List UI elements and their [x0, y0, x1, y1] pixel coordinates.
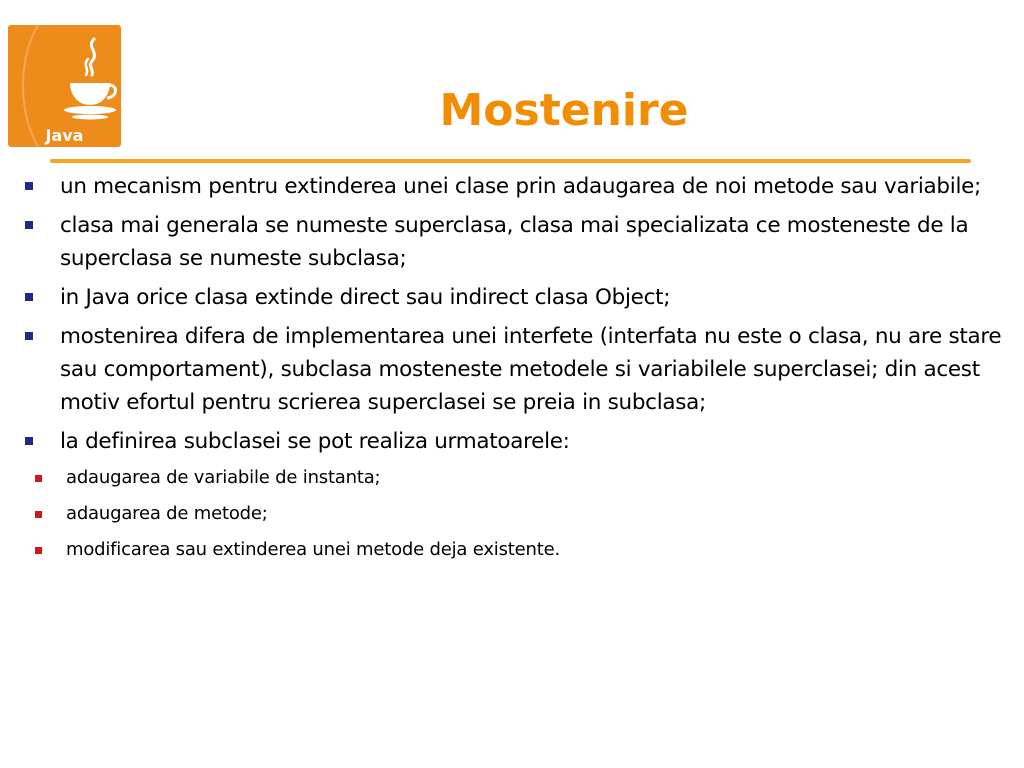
square-bullet-icon [35, 511, 42, 518]
square-bullet-icon [25, 221, 33, 229]
list-item [22, 425, 1020, 458]
list-item-text: in Java orice clasa extinde direct sau indirect clasa Object; [60, 285, 671, 310]
java-logo [8, 25, 121, 147]
list-item [22, 320, 1020, 419]
sub-list-item [0, 536, 1020, 563]
bullet-list [22, 170, 1020, 458]
square-bullet-icon [35, 547, 42, 554]
list-item [22, 281, 1020, 314]
square-bullet-icon [25, 332, 33, 340]
sub-list-item-text: modificarea sau extinderea unei metode deja existente. [66, 539, 560, 560]
list-item-text: un mecanism pentru extinderea unei clase prin adaugarea de noi metode sau variabile; [60, 174, 981, 199]
list-item-text: la definirea subclasei se pot realiza urmatoarele: [60, 429, 570, 454]
sub-list-item-text: adaugarea de variabile de instanta; [66, 467, 381, 488]
list-item [22, 209, 1020, 275]
sub-list-item-text: adaugarea de metode; [66, 503, 268, 524]
sub-bullet-list [0, 464, 1020, 563]
list-item-text: clasa mai generala se numeste superclasa, clasa mai specializata ce mosteneste de la superclasa se numeste subclasa; [60, 213, 969, 271]
square-bullet-icon [25, 293, 33, 301]
square-bullet-icon [25, 182, 33, 190]
logo-text: Java [45, 126, 84, 145]
title-divider [50, 159, 971, 163]
sub-list-item [0, 500, 1020, 527]
slide-content [22, 170, 1020, 572]
slide-title: Mostenire [439, 85, 689, 136]
list-item [22, 170, 1020, 203]
square-bullet-icon [35, 475, 42, 482]
list-item-text: mostenirea difera de implementarea unei interfete (interfata nu este o clasa, nu are stare sau comportament), subclasa mosteneste metodele si variabilele superclasei; din acest motiv efortul pentru scrierea superclasei se preia in subclasa; [60, 324, 1002, 415]
sub-list-item [0, 464, 1020, 491]
square-bullet-icon [25, 437, 33, 445]
